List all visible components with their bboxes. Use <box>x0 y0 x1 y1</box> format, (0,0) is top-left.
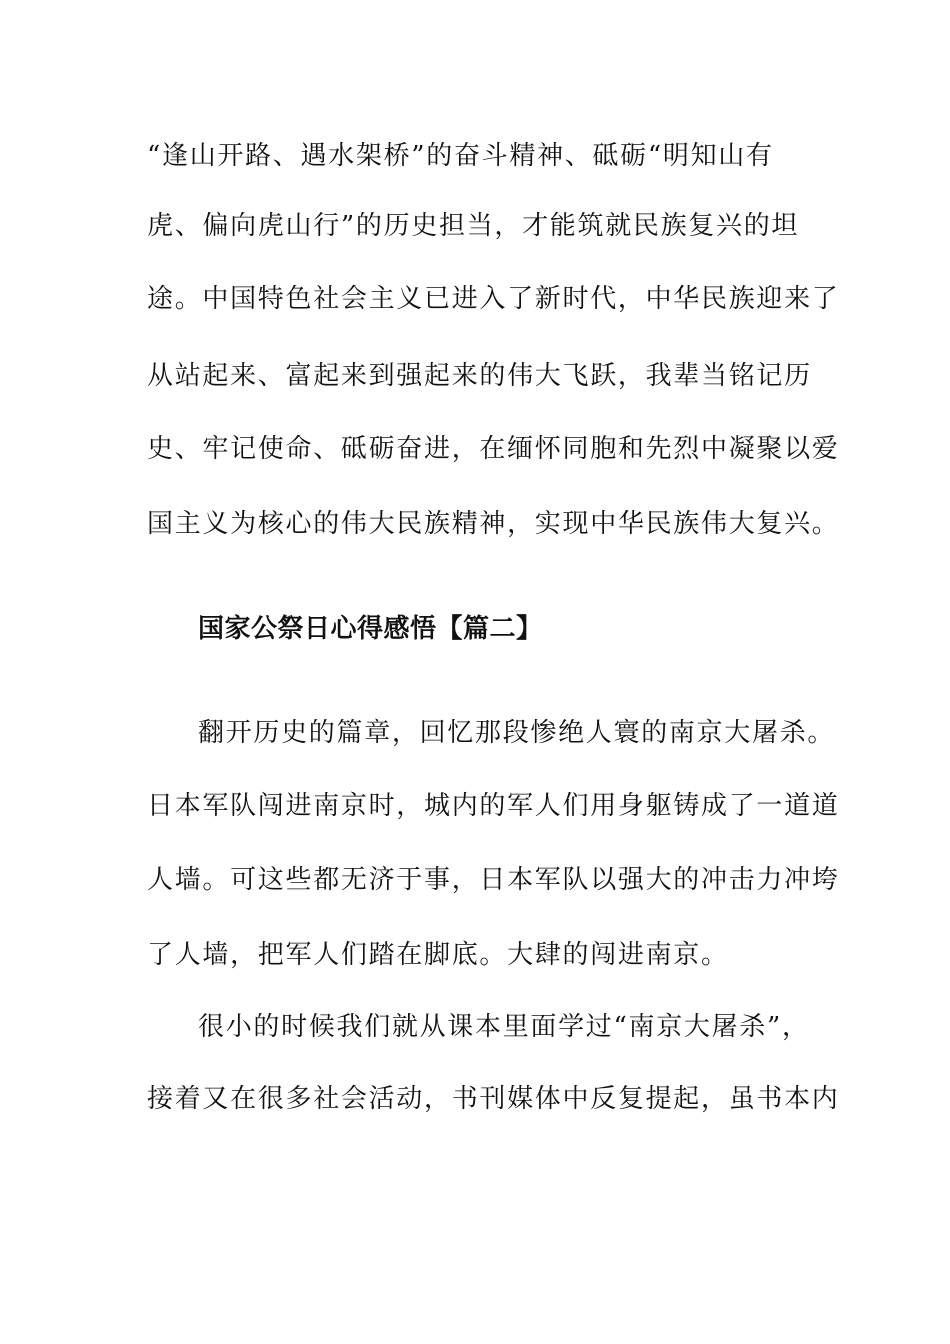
paragraph-1-line-6: 国主义为核心的伟大民族精神，实现中华民族伟大复兴。 <box>147 509 840 539</box>
paragraph-3-line-1: 很小的时候我们就从课本里面学过“南京大屠杀”， <box>198 1012 810 1042</box>
paragraph-1-line-3: 途。中国特色社会主义已进入了新时代，中华民族迎来了 <box>147 284 840 314</box>
paragraph-1-line-5: 史、牢记使命、砥砺奋进，在缅怀同胞和先烈中凝聚以爱 <box>147 434 840 464</box>
paragraph-1-line-1: “逢山开路、遇水架桥”的奋斗精神、砥砺“明知山有 <box>147 141 774 171</box>
paragraph-1-line-2: 虎、偏向虎山行”的历史担当，才能筑就民族复兴的坦 <box>147 211 800 241</box>
paragraph-2-line-4: 了人墙，把军人们踏在脚底。大肆的闯进南京。 <box>147 940 729 970</box>
section-heading: 国家公祭日心得感悟【篇二】 <box>198 614 543 644</box>
paragraph-2-line-2: 日本军队闯进南京时，城内的军人们用身躯铸成了一道道 <box>147 791 840 821</box>
paragraph-2-line-3: 人墙。可这些都无济于事，日本军队以强大的冲击力冲垮 <box>147 865 840 895</box>
paragraph-2-line-1: 翻开历史的篇章，回忆那段惨绝人寰的南京大屠杀。 <box>198 718 836 748</box>
paragraph-1-line-4: 从站起来、富起来到强起来的伟大飞跃，我辈当铭记历 <box>147 361 812 391</box>
paragraph-3-line-2: 接着又在很多社会活动，书刊媒体中反复提起，虽书本内 <box>147 1084 840 1114</box>
